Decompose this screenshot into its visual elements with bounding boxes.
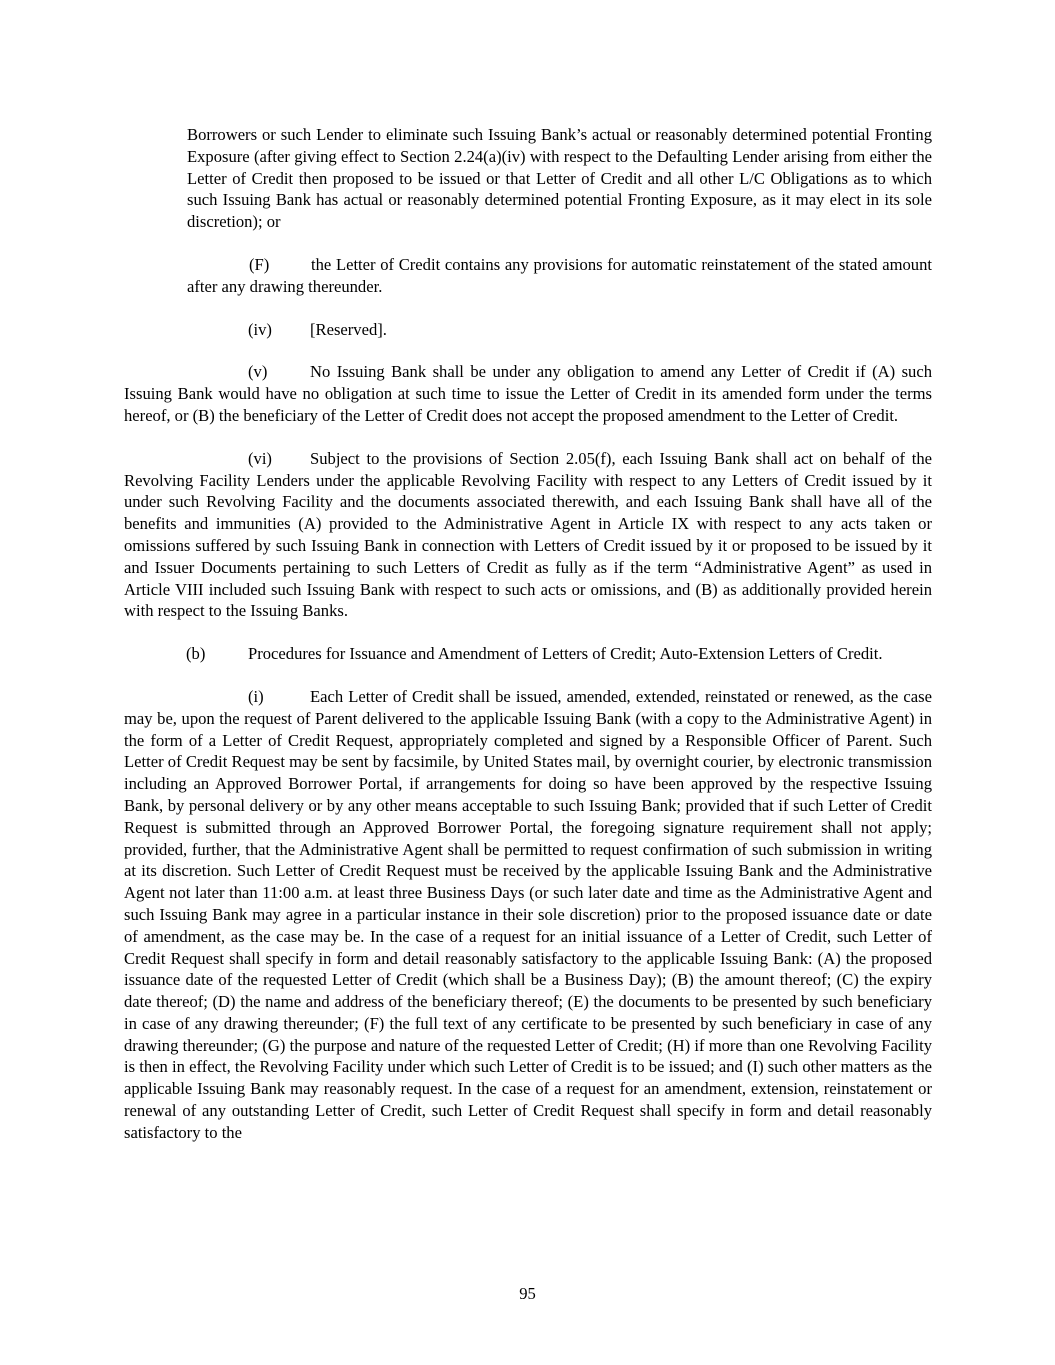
document-body xyxy=(124,124,932,1165)
clause-marker: (vi) xyxy=(248,448,272,468)
clause-text: No Issuing Bank shall be under any obligation to amend any Letter of Credit if (A) such Issuing Bank would have no obligation at such time to issue the Letter of Credit in its amended form under the terms hereof, or (B) the beneficiary of the Letter of Credit does not accept the proposed amendment to the Letter of Credit. xyxy=(124,362,932,425)
paragraph-clause-f xyxy=(187,254,932,298)
paragraph-continuation: Borrowers or such Lender to eliminate such Issuing Bank’s actual or reasonably determined potential Fronting Exposure (after giving effect to Section 2.24(a)(iv) with respect to the Defaulting Lender arising from either the Letter of Credit then proposed to be issued or that Letter of Credit and all other L/C Obligations as to which such Issuing Bank has actual or reasonably determined potential Fronting Exposure, as it may elect in its sole discretion); or xyxy=(187,125,932,232)
paragraph-section-b xyxy=(124,643,932,665)
section-marker: (b) xyxy=(186,644,206,664)
clause-marker: (iv) xyxy=(248,319,272,339)
clause-text: Each Letter of Credit shall be issued, amended, extended, reinstated or renewed, as the case may be, upon the request of Parent delivered to the applicable Issuing Bank (with a copy to the Administrative Agent) in the form of a Letter of Credit Request, appropriately completed and signed by a Responsible Officer of Parent. Such Letter of Credit Request may be sent by facsimile, by United States mail, by overnight courier, by electronic transmission including an Approved Borrower Portal, if arrangements for doing so have been approved by the respective Issuing Bank, by personal delivery or by any other means acceptable to such Issuing Bank; provided that if such Letter of Credit Request is submitted through an Approved Borrower Portal, the foregoing signature requirement shall not apply; provided, further, that the Administrative Agent shall be permitted to request confirmation of such submission in writing at its discretion. Such Letter of Credit Request must be received by the applicable Issuing Bank and the Administrative Agent not later than 11:00 a.m. at least three Business Days (or such later date and time as the Administrative Agent and such Issuing Bank may agree in a particular instance in their sole discretion) prior to the proposed issuance date or date of amendment, as the case may be. In the case of a request for an initial issuance of a Letter of Credit, such Letter of Credit Request shall specify in form and detail reasonably satisfactory to the applicable Issuing Bank: (A) the proposed issuance date of the requested Letter of Credit (which shall be a Business Day); (B) the amount thereof; (C) the expiry date thereof; (D) the name and address of the beneficiary thereof; (E) the documents to be presented by such beneficiary in case of any drawing thereunder; (F) the full text of any certificate to be presented by such beneficiary in case of any drawing thereunder; (G) the purpose and nature of the requested Letter of Credit; (H) if more than one Revolving Facility is then in effect, the Revolving Facility under which such Letter of Credit is to be issued; and (I) such other matters as the applicable Issuing Bank may reasonably request. In the case of a request for an amendment, extension, reinstatement or renewal of any outstanding Letter of Credit, such Letter of Credit Request shall specify in form and detail reasonably satisfactory to the xyxy=(124,686,932,1142)
clause-marker: (v) xyxy=(248,362,268,382)
clause-marker: (F) xyxy=(249,254,270,274)
clause-text: [Reserved]. xyxy=(310,319,387,339)
clause-text: the Letter of Credit contains any provisions for automatic reinstatement of the stated amount after any drawing thereunder. xyxy=(187,254,932,296)
clause-marker: (i) xyxy=(248,686,264,706)
paragraph-clause-iv xyxy=(124,319,932,341)
paragraph-clause-i xyxy=(124,686,932,1144)
page-number: 95 xyxy=(519,1284,536,1303)
paragraph-clause-v xyxy=(124,361,932,426)
section-heading-text: Procedures for Issuance and Amendment of Letters of Credit; Auto-Extension Letters of Credit. xyxy=(248,644,883,664)
paragraph-clause-vi xyxy=(124,448,932,622)
clause-text: Subject to the provisions of Section 2.05(f), each Issuing Bank shall act on behalf of the Revolving Facility Lenders under the applicable Revolving Facility with respect to any Letters of Credit issued by it under such Revolving Facility and the documents associated therewith, and each Issuing Bank shall have all of the benefits and immunities (A) provided to the Administrative Agent in Article IX with respect to any acts taken or omissions suffered by such Issuing Bank in connection with Letters of Credit issued by it or proposed to be issued by it and Issuer Documents pertaining to such Letters of Credit as fully as if the term “Administrative Agent” as used in Article VIII included such Issuing Bank with respect to such acts or omissions, and (B) as additionally provided herein with respect to the Issuing Banks. xyxy=(124,448,932,621)
